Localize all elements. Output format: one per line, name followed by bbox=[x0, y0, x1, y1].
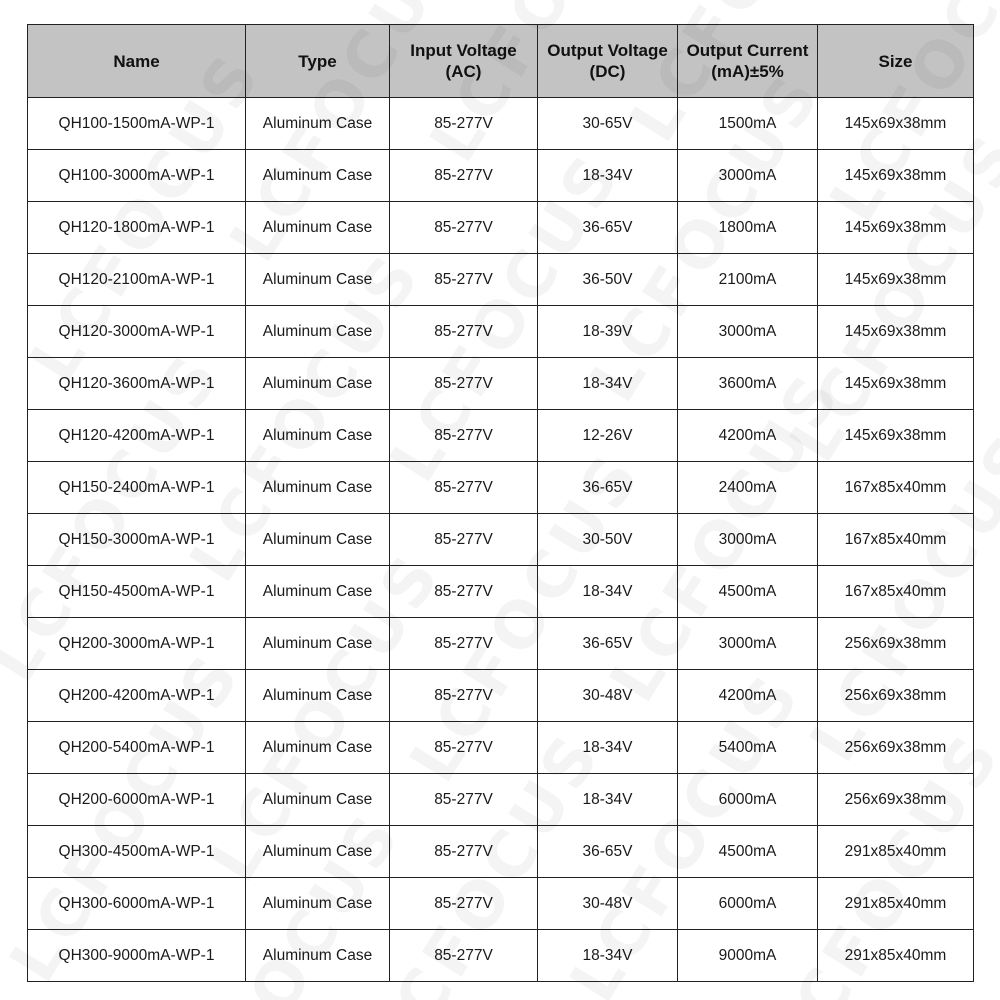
cell-name: QH200-4200mA-WP-1 bbox=[28, 670, 246, 722]
cell-output-voltage: 36-50V bbox=[538, 254, 678, 306]
cell-output-voltage: 18-34V bbox=[538, 930, 678, 982]
table-row bbox=[28, 670, 974, 722]
cell-type: Aluminum Case bbox=[246, 774, 390, 826]
table-row bbox=[28, 566, 974, 618]
cell-name: QH120-1800mA-WP-1 bbox=[28, 202, 246, 254]
table-row bbox=[28, 774, 974, 826]
cell-output-current: 4500mA bbox=[678, 826, 818, 878]
cell-name: QH150-4500mA-WP-1 bbox=[28, 566, 246, 618]
cell-type: Aluminum Case bbox=[246, 930, 390, 982]
cell-name: QH120-2100mA-WP-1 bbox=[28, 254, 246, 306]
cell-output-current: 2400mA bbox=[678, 462, 818, 514]
cell-output-current: 4200mA bbox=[678, 410, 818, 462]
table-row bbox=[28, 98, 974, 150]
cell-input-voltage: 85-277V bbox=[390, 722, 538, 774]
cell-type: Aluminum Case bbox=[246, 150, 390, 202]
cell-input-voltage: 85-277V bbox=[390, 358, 538, 410]
header-name: Name bbox=[28, 25, 246, 98]
cell-input-voltage: 85-277V bbox=[390, 254, 538, 306]
cell-output-current: 2100mA bbox=[678, 254, 818, 306]
cell-output-current: 1800mA bbox=[678, 202, 818, 254]
cell-output-voltage: 36-65V bbox=[538, 462, 678, 514]
cell-output-current: 5400mA bbox=[678, 722, 818, 774]
cell-input-voltage: 85-277V bbox=[390, 670, 538, 722]
cell-input-voltage: 85-277V bbox=[390, 618, 538, 670]
table-row bbox=[28, 306, 974, 358]
cell-size: 167x85x40mm bbox=[818, 462, 974, 514]
cell-output-voltage: 18-34V bbox=[538, 150, 678, 202]
cell-output-voltage: 18-34V bbox=[538, 566, 678, 618]
table-row bbox=[28, 930, 974, 982]
cell-name: QH100-1500mA-WP-1 bbox=[28, 98, 246, 150]
table-row bbox=[28, 514, 974, 566]
cell-name: QH200-3000mA-WP-1 bbox=[28, 618, 246, 670]
cell-output-voltage: 30-50V bbox=[538, 514, 678, 566]
cell-output-voltage: 30-65V bbox=[538, 98, 678, 150]
product-spec-table bbox=[27, 24, 974, 982]
cell-name: QH150-2400mA-WP-1 bbox=[28, 462, 246, 514]
cell-output-voltage: 18-39V bbox=[538, 306, 678, 358]
cell-name: QH200-5400mA-WP-1 bbox=[28, 722, 246, 774]
cell-type: Aluminum Case bbox=[246, 722, 390, 774]
cell-input-voltage: 85-277V bbox=[390, 514, 538, 566]
cell-size: 145x69x38mm bbox=[818, 358, 974, 410]
cell-size: 145x69x38mm bbox=[818, 150, 974, 202]
table-row bbox=[28, 358, 974, 410]
cell-output-current: 6000mA bbox=[678, 878, 818, 930]
header-type: Type bbox=[246, 25, 390, 98]
cell-type: Aluminum Case bbox=[246, 98, 390, 150]
cell-name: QH150-3000mA-WP-1 bbox=[28, 514, 246, 566]
cell-output-voltage: 36-65V bbox=[538, 618, 678, 670]
cell-input-voltage: 85-277V bbox=[390, 306, 538, 358]
cell-output-current: 6000mA bbox=[678, 774, 818, 826]
cell-size: 145x69x38mm bbox=[818, 202, 974, 254]
cell-size: 145x69x38mm bbox=[818, 254, 974, 306]
cell-name: QH120-3000mA-WP-1 bbox=[28, 306, 246, 358]
cell-output-voltage: 30-48V bbox=[538, 878, 678, 930]
cell-input-voltage: 85-277V bbox=[390, 774, 538, 826]
cell-size: 167x85x40mm bbox=[818, 514, 974, 566]
cell-output-voltage: 18-34V bbox=[538, 774, 678, 826]
cell-input-voltage: 85-277V bbox=[390, 150, 538, 202]
cell-size: 291x85x40mm bbox=[818, 878, 974, 930]
cell-name: QH120-3600mA-WP-1 bbox=[28, 358, 246, 410]
cell-input-voltage: 85-277V bbox=[390, 826, 538, 878]
cell-name: QH120-4200mA-WP-1 bbox=[28, 410, 246, 462]
cell-name: QH200-6000mA-WP-1 bbox=[28, 774, 246, 826]
cell-type: Aluminum Case bbox=[246, 514, 390, 566]
cell-output-voltage: 12-26V bbox=[538, 410, 678, 462]
cell-size: 167x85x40mm bbox=[818, 566, 974, 618]
cell-size: 256x69x38mm bbox=[818, 618, 974, 670]
cell-output-current: 4500mA bbox=[678, 566, 818, 618]
cell-size: 291x85x40mm bbox=[818, 826, 974, 878]
cell-output-current: 3000mA bbox=[678, 514, 818, 566]
table-row bbox=[28, 878, 974, 930]
table-row bbox=[28, 202, 974, 254]
cell-type: Aluminum Case bbox=[246, 306, 390, 358]
cell-output-voltage: 36-65V bbox=[538, 202, 678, 254]
cell-output-current: 1500mA bbox=[678, 98, 818, 150]
cell-size: 291x85x40mm bbox=[818, 930, 974, 982]
cell-input-voltage: 85-277V bbox=[390, 930, 538, 982]
header-row bbox=[28, 25, 974, 98]
cell-output-voltage: 36-65V bbox=[538, 826, 678, 878]
header-size: Size bbox=[818, 25, 974, 98]
table-row bbox=[28, 826, 974, 878]
cell-output-current: 4200mA bbox=[678, 670, 818, 722]
table-row bbox=[28, 462, 974, 514]
cell-type: Aluminum Case bbox=[246, 410, 390, 462]
cell-size: 145x69x38mm bbox=[818, 306, 974, 358]
cell-type: Aluminum Case bbox=[246, 826, 390, 878]
table-row bbox=[28, 254, 974, 306]
cell-size: 145x69x38mm bbox=[818, 98, 974, 150]
cell-size: 256x69x38mm bbox=[818, 722, 974, 774]
cell-type: Aluminum Case bbox=[246, 618, 390, 670]
table-row bbox=[28, 722, 974, 774]
cell-type: Aluminum Case bbox=[246, 878, 390, 930]
cell-type: Aluminum Case bbox=[246, 358, 390, 410]
table-row bbox=[28, 410, 974, 462]
cell-type: Aluminum Case bbox=[246, 462, 390, 514]
cell-size: 256x69x38mm bbox=[818, 774, 974, 826]
header-output-current: Output Current (mA)±5% bbox=[678, 25, 818, 98]
cell-output-current: 3000mA bbox=[678, 306, 818, 358]
header-output-voltage: Output Voltage (DC) bbox=[538, 25, 678, 98]
cell-type: Aluminum Case bbox=[246, 202, 390, 254]
table-row bbox=[28, 150, 974, 202]
cell-output-voltage: 18-34V bbox=[538, 358, 678, 410]
cell-input-voltage: 85-277V bbox=[390, 410, 538, 462]
cell-type: Aluminum Case bbox=[246, 254, 390, 306]
cell-input-voltage: 85-277V bbox=[390, 878, 538, 930]
cell-size: 145x69x38mm bbox=[818, 410, 974, 462]
cell-input-voltage: 85-277V bbox=[390, 202, 538, 254]
cell-input-voltage: 85-277V bbox=[390, 98, 538, 150]
cell-output-current: 3600mA bbox=[678, 358, 818, 410]
table-row bbox=[28, 618, 974, 670]
table-header bbox=[28, 25, 974, 98]
cell-input-voltage: 85-277V bbox=[390, 566, 538, 618]
cell-input-voltage: 85-277V bbox=[390, 462, 538, 514]
cell-type: Aluminum Case bbox=[246, 670, 390, 722]
cell-type: Aluminum Case bbox=[246, 566, 390, 618]
cell-name: QH300-6000mA-WP-1 bbox=[28, 878, 246, 930]
cell-name: QH100-3000mA-WP-1 bbox=[28, 150, 246, 202]
cell-name: QH300-4500mA-WP-1 bbox=[28, 826, 246, 878]
cell-size: 256x69x38mm bbox=[818, 670, 974, 722]
cell-output-current: 3000mA bbox=[678, 618, 818, 670]
cell-output-voltage: 18-34V bbox=[538, 722, 678, 774]
cell-output-current: 3000mA bbox=[678, 150, 818, 202]
cell-output-current: 9000mA bbox=[678, 930, 818, 982]
cell-name: QH300-9000mA-WP-1 bbox=[28, 930, 246, 982]
table-body bbox=[28, 98, 974, 982]
header-input-voltage: Input Voltage (AC) bbox=[390, 25, 538, 98]
cell-output-voltage: 30-48V bbox=[538, 670, 678, 722]
